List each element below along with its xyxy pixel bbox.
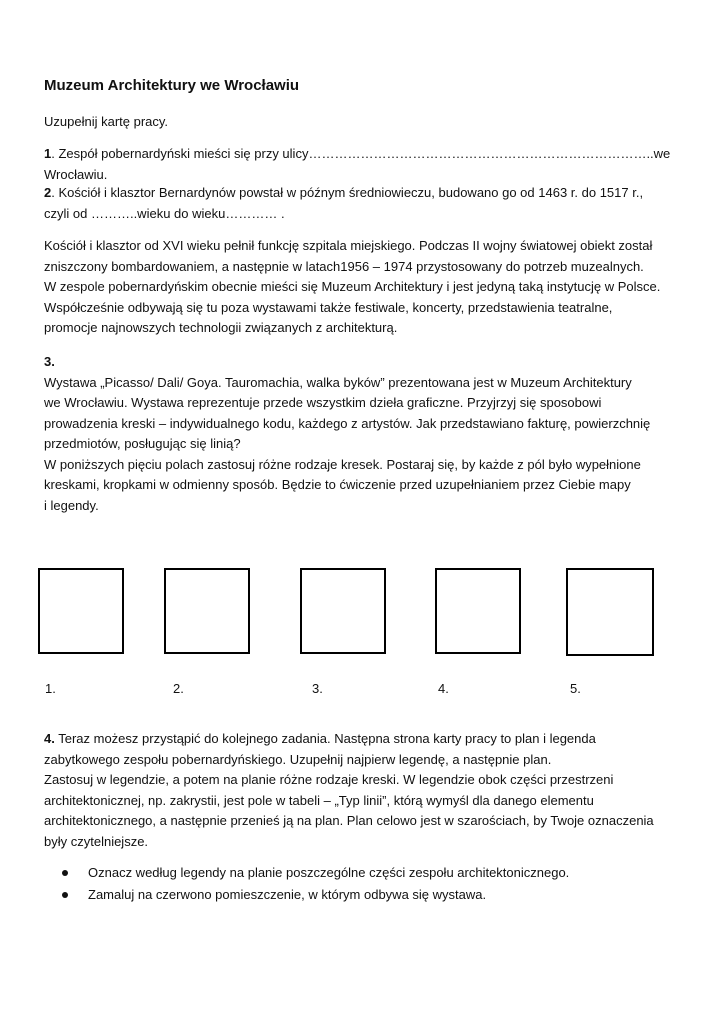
drawing-box-2[interactable]: [164, 568, 250, 654]
drawing-box-3[interactable]: [300, 568, 386, 654]
instruction-list: [62, 862, 682, 906]
drawing-box-1[interactable]: [38, 568, 124, 654]
history-line: Współcześnie odbywają się tu poza wystawami także festiwale, koncerty, przedstawienia teatralne,: [44, 299, 613, 315]
list-item: [62, 884, 682, 906]
question-2-line: czyli od ………..wieku do wieku………… .: [44, 205, 285, 221]
question-4-line: architektonicznej, np. zakrystii, jest pole w tabeli – „Typ linii”, którą wymyśl dla danego elementu: [44, 792, 594, 808]
question-2-number: 2: [44, 185, 52, 200]
history-line: W zespole pobernardyńskim obecnie mieści się Muzeum Architektury i jest jedyną taką instytucję w Polsce.: [44, 279, 661, 294]
question-3-line: kreskami, kropkami w odmienny sposób. Będzie to ćwiczenie przed uzupełnianiem przez Ciebie mapy: [44, 477, 631, 492]
history-line: Kościół i klasztor od XVI wieku pełnił funkcję szpitala miejskiego. Podczas II wojny światowej obiekt został: [44, 238, 653, 253]
question-1: [44, 144, 684, 185]
drawing-box-5[interactable]: [566, 568, 654, 656]
question-1-number: 1: [44, 146, 52, 161]
bullet-icon: [62, 870, 68, 876]
question-3-line: przedmiotów, posługując się linią?: [44, 436, 241, 451]
question-3-line: we Wrocławiu. Wystawa reprezentuje przede wszystkim dzieła graficzne. Przyjrzyj się sposobowi: [44, 395, 602, 410]
question-4-number: 4.: [44, 731, 55, 746]
question-4-line: architektonicznego, a następnie przenieś ją na plan. Plan celowo jest w szarościach, by Twoje oznaczenia: [44, 813, 654, 828]
history-paragraph: [44, 236, 684, 339]
question-3-line: W poniższych pięciu polach zastosuj różne rodzaje kresek. Postaraj się, by każde z pól było wypełnione: [44, 456, 641, 472]
box-label: 5.: [570, 681, 581, 696]
question-2-line: . Kościół i klasztor Bernardynów powstał w późnym średniowieczu, budowano go od 1463 r. do 1517 r.,: [51, 185, 644, 200]
question-4: [44, 729, 684, 852]
question-3-number: 3.: [44, 354, 55, 369]
drawing-box-4[interactable]: [435, 568, 521, 654]
page-title: Muzeum Architektury we Wrocławiu: [44, 77, 300, 94]
history-line: promocje najnowszych technologii związanych z architekturą.: [44, 320, 398, 335]
history-line: zniszczony bombardowaniem, a następnie w latach1956 – 1974 przystosowany do potrzeb muzealnych.: [44, 258, 644, 274]
question-3-line: prowadzenia kreski – indywidualnego kodu, każdego z artystów. Jak przedstawiano fakturę, powierzchnię: [44, 415, 651, 431]
list-item-text: Zamaluj na czerwono pomieszczenie, w którym odbywa się wystawa.: [88, 887, 487, 902]
question-1-text: . Zespół pobernardyński mieści się przy ulicy……………………………………………………………………..we Wrocławiu.: [44, 146, 671, 182]
list-item-text: Oznacz według legendy na planie poszczególne części zespołu architektonicznego.: [88, 865, 570, 880]
box-label: 1.: [45, 681, 56, 696]
question-4-line: zabytkowego zespołu pobernardyńskiego. Uzupełnij najpierw legendę, a następnie plan.: [44, 751, 552, 767]
list-item: [62, 862, 682, 884]
bullet-icon: [62, 892, 68, 898]
question-4-line: były czytelniejsze.: [44, 833, 149, 849]
intro-text: Uzupełnij kartę pracy.: [44, 114, 169, 129]
question-3-line: i legendy.: [44, 497, 99, 513]
question-4-line: Zastosuj w legendzie, a potem na planie różne rodzaje kreski. W legendzie obok części przestrzeni: [44, 772, 614, 787]
question-2: [44, 183, 684, 224]
question-3-line: Wystawa „Picasso/ Dali/ Goya. Tauromachia, walka byków” prezentowana jest w Muzeum Architektury: [44, 374, 632, 390]
box-label: 3.: [312, 681, 323, 696]
question-3: [44, 352, 684, 516]
box-label: 4.: [438, 681, 449, 696]
box-label: 2.: [173, 681, 184, 696]
question-4-line: Teraz możesz przystąpić do kolejnego zadania. Następna strona karty pracy to plan i legenda: [54, 731, 596, 746]
